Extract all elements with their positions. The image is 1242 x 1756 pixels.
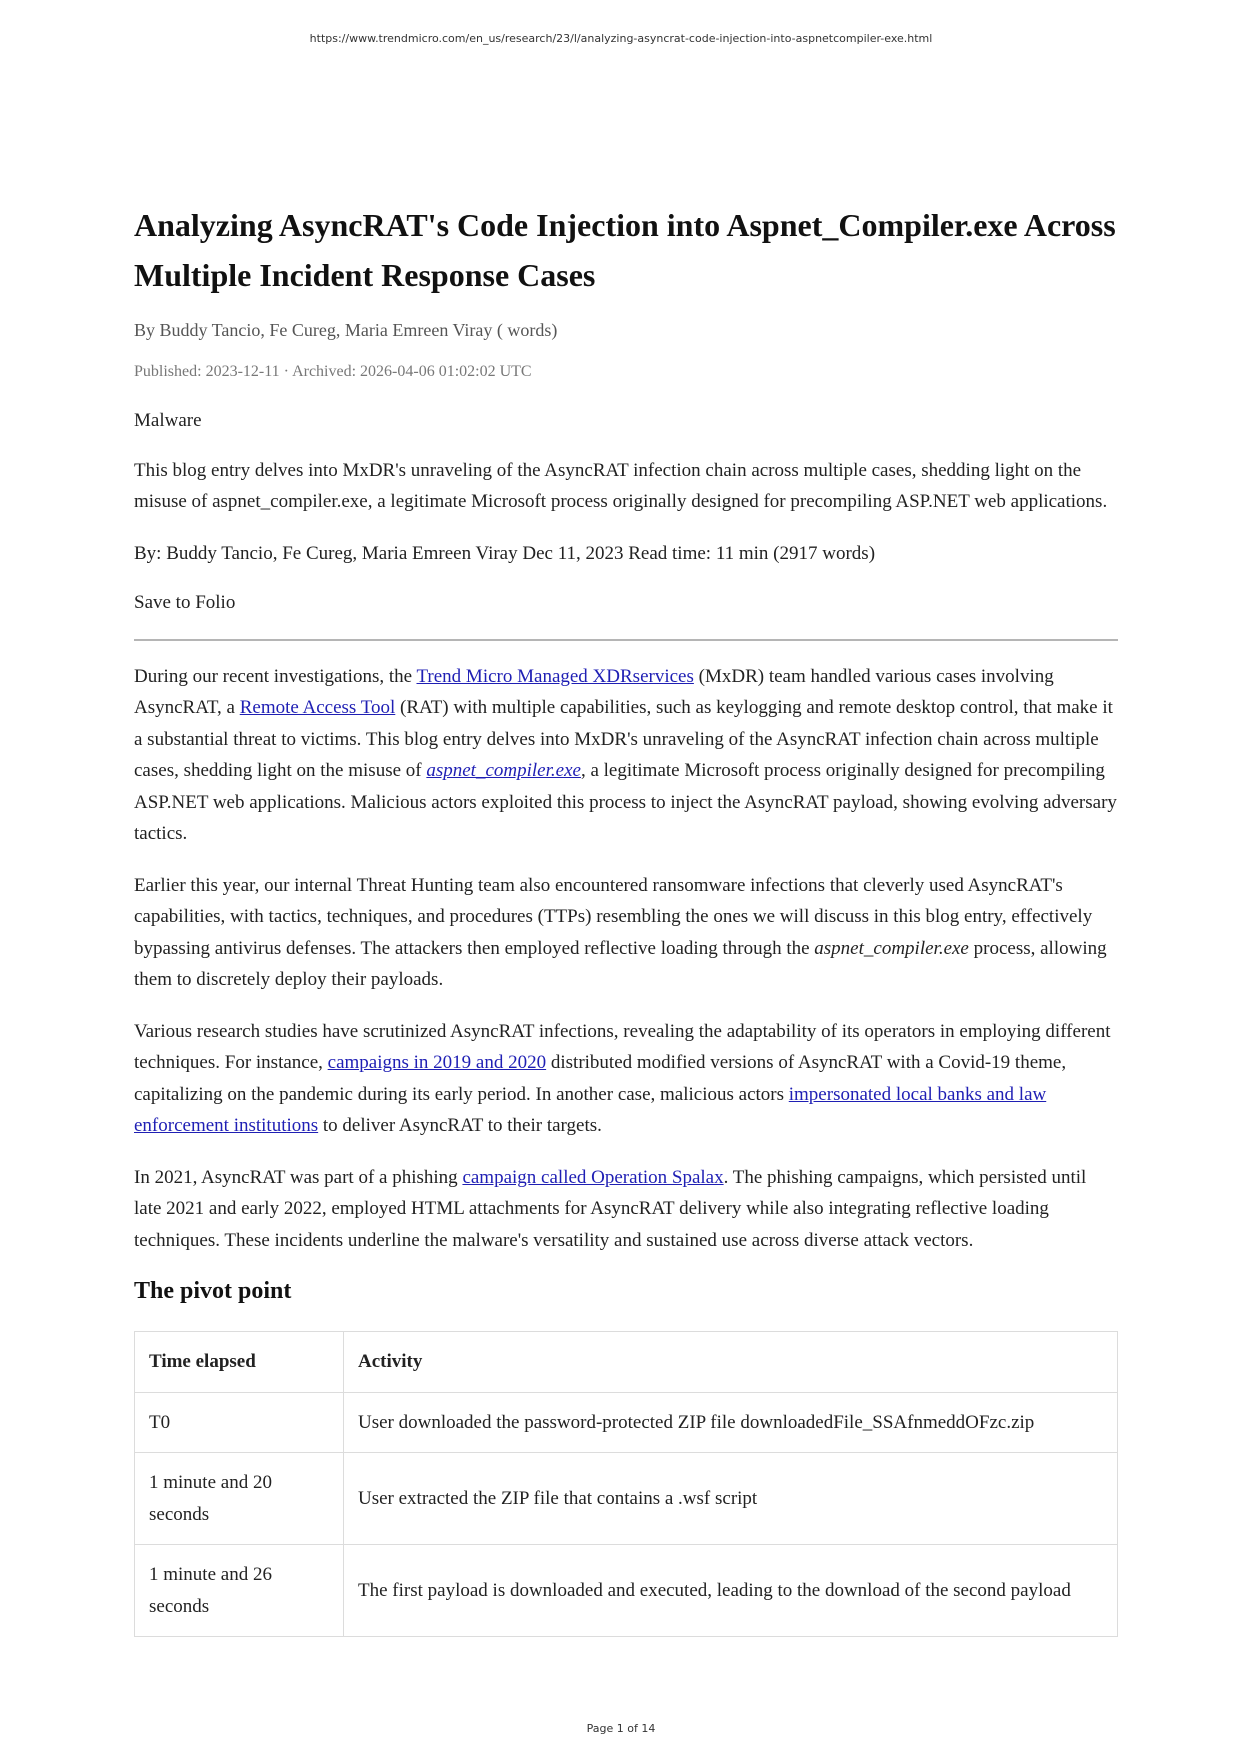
body-paragraph-4: In 2021, AsyncRAT was part of a phishing campaign called Operation Spalax. The phishing campaigns, which persisted until late 2021 and early 2022, employed HTML attachments for AsyncRAT delivery while also integrating reflective loading techniques. These incidents underline the malware's versatility and sustained use across diverse attack vectors. [134, 1166, 1087, 1251]
table-cell: T0 [135, 1392, 344, 1453]
remote-access-tool-link[interactable]: Remote Access Tool [239, 697, 396, 718]
body-paragraph-2: Earlier this year, our internal Threat Hunting team also encountered ransomware infections that cleverly used AsyncRAT's capabilities, with tactics, techniques, and procedures (TTPs) resembling the ones we will discuss in this blog entry, effectively bypassing antivirus defenses. The attackers then employed reflective loading through the aspnet_compiler.exe process, allowing them to discretely deploy their payloads. [134, 874, 1107, 990]
section-heading: The pivot point [134, 1278, 292, 1304]
operation-spalax-link[interactable]: campaign called Operation Spalax [462, 1166, 724, 1188]
category-tag: Malware [134, 410, 202, 431]
column-header: Activity [344, 1332, 1118, 1393]
aspnet-compiler-link[interactable]: aspnet_compiler.exe [426, 760, 581, 781]
page-url: https://www.trendmicro.com/en_us/research/23/l/analyzing-asyncrat-code-injection-into-aspnetcompiler-exe.html [309, 32, 933, 45]
publish-meta: Published: 2023-12-11 · Archived: 2026-04-06 01:02:02 UTC [134, 363, 532, 380]
column-header: Time elapsed [135, 1332, 344, 1393]
body-paragraph-3: Various research studies have scrutinized AsyncRAT infections, revealing the adaptability of its operators in employing different techniques. For instance, campaigns in 2019 and 2020 distributed modified versions of AsyncRAT with a Covid-19 theme, capitalizing on the pandemic during its early period. In another case, malicious actors impersonated local banks and law enforcement institutions to deliver AsyncRAT to their targets. [134, 1020, 1111, 1136]
table-row [135, 1545, 1118, 1637]
table-cell: User downloaded the password-protected ZIP file downloadedFile_SSAfnmeddOFzc.zip [344, 1392, 1118, 1453]
body-paragraph-1: During our recent investigations, the Trend Micro Managed XDRservices (MxDR) team handled various cases involving AsyncRAT, a Remote Access Tool (RAT) with multiple capabilities, such as keylogging and remote desktop control, that make it a substantial threat to victims. This blog entry delves into MxDR's unraveling of the AsyncRAT infection chain across multiple cases, shedding light on the misuse of aspnet_compiler.exe, a legitimate Microsoft process originally designed for precompiling ASP.NET web applications. Malicious actors exploited this process to inject the AsyncRAT payload, showing evolving adversary tactics. [134, 665, 1117, 844]
authors-line: By: Buddy Tancio, Fe Cureg, Maria Emreen Viray Dec 11, 2023 Read time: 11 min (2917 words) [134, 542, 876, 564]
table-cell: 1 minute and 26 seconds [135, 1545, 344, 1637]
table-cell: The first payload is downloaded and executed, leading to the download of the second payload [344, 1545, 1118, 1637]
table-row [135, 1392, 1118, 1453]
article-title: Analyzing AsyncRAT's Code Injection into Aspnet_Compiler.exe Across Multiple Incident Response Cases [134, 207, 1116, 293]
impersonated-banks-link[interactable]: impersonated local banks and law enforcement institutions [134, 1083, 1047, 1136]
page-number: Page 1 of 14 [586, 1722, 656, 1735]
aspnet-compiler-emphasis: aspnet_compiler.exe [814, 937, 969, 959]
mxdr-services-link[interactable]: Trend Micro Managed XDRservices [416, 665, 694, 687]
campaigns-2019-2020-link[interactable]: campaigns in 2019 and 2020 [327, 1052, 547, 1073]
byline: By Buddy Tancio, Fe Cureg, Maria Emreen Viray ( words) [134, 320, 558, 340]
table-header-row [135, 1332, 1118, 1393]
article [134, 200, 1118, 1637]
summary-paragraph: This blog entry delves into MxDR's unraveling of the AsyncRAT infection chain across multiple cases, shedding light on the misuse of aspnet_compiler.exe, a legitimate Microsoft process originally designed for precompiling ASP.NET web applications. [134, 459, 1108, 512]
table-row [135, 1453, 1118, 1545]
save-to-folio-link[interactable]: Save to Folio [134, 592, 236, 613]
table-cell: User extracted the ZIP file that contains a .wsf script [344, 1453, 1118, 1545]
timeline-table [134, 1331, 1118, 1637]
table-cell: 1 minute and 20 seconds [135, 1453, 344, 1545]
divider [134, 639, 1118, 641]
